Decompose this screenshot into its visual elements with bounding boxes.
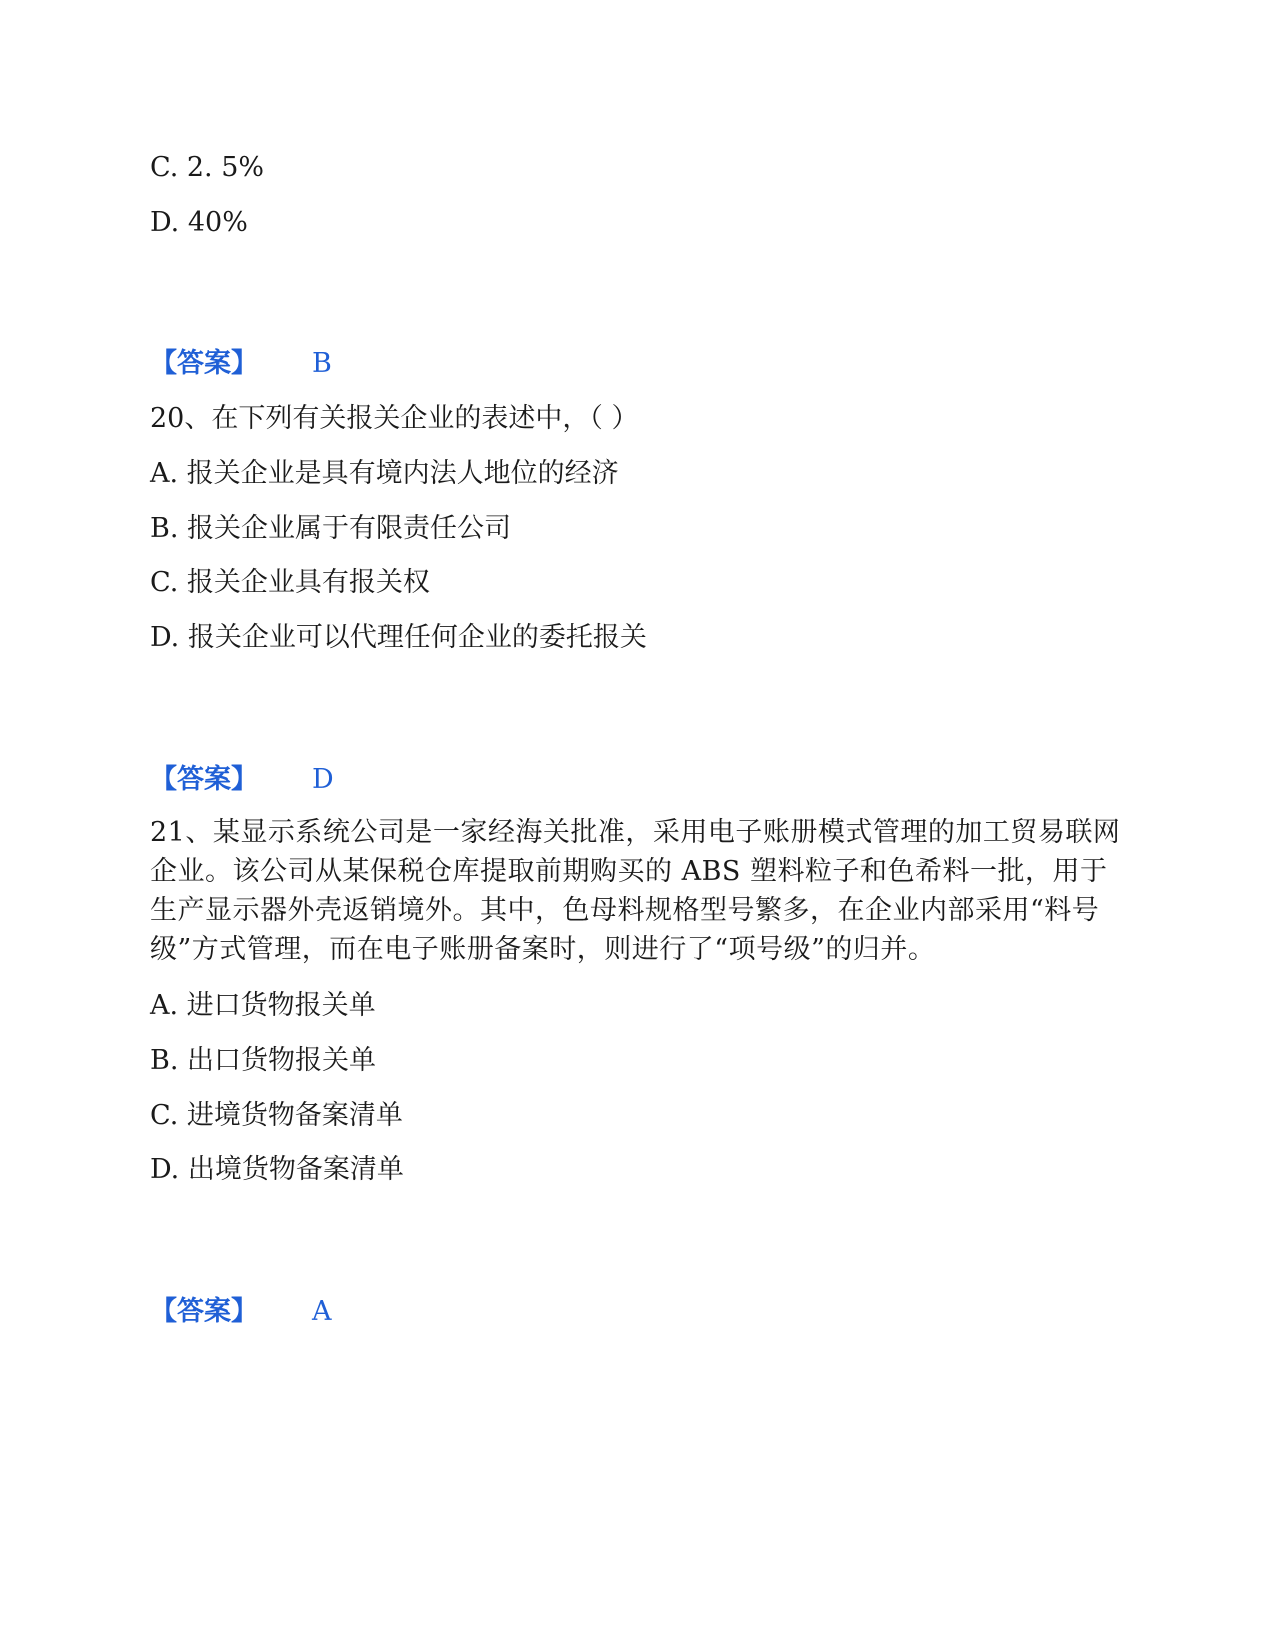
answer-value: A [312, 1296, 332, 1327]
answer-label: 【答案】 [150, 764, 258, 795]
q21-stem: 21、某显示系统公司是一家经海关批准，采用电子账册模式管理的加工贸易联网企业。该公司从某保税仓库提取前期购买的 ABS 塑料粒子和色希料一批，用于生产显示器外壳返销境外。其中，色母料规格型号繁多，在企业内部采用“料号级”方式管理，而在电子账册备案时，则进行了“项号级”的归并。 [150, 817, 1121, 965]
answer-value: D [312, 764, 334, 795]
q21-option-d: D. 出境货物备案清单 [150, 1154, 404, 1185]
q20-option-d: D. 报关企业可以代理任何企业的委托报关 [150, 622, 647, 653]
q19-answer [150, 346, 332, 382]
answer-label: 【答案】 [150, 348, 258, 379]
q20-option-b: B. 报关企业属于有限责任公司 [150, 513, 512, 544]
q20-option-a: A. 报关企业是具有境内法人地位的经济 [150, 458, 619, 489]
q20-option-c: C. 报关企业具有报关权 [150, 567, 430, 598]
q19-option-d: D. 40% [150, 207, 248, 238]
q21-option-a: A. 进口货物报关单 [150, 990, 376, 1021]
q20-answer [150, 762, 334, 798]
answer-value: B [312, 348, 332, 379]
q21-option-b: B. 出口货物报关单 [150, 1045, 377, 1076]
q20-stem: 20、在下列有关报关企业的表述中，（ ） [150, 403, 639, 434]
answer-label: 【答案】 [150, 1296, 258, 1327]
q19-option-c: C. 2. 5% [150, 152, 265, 183]
q21-answer [150, 1294, 332, 1330]
q21-option-c: C. 进境货物备案清单 [150, 1100, 403, 1131]
